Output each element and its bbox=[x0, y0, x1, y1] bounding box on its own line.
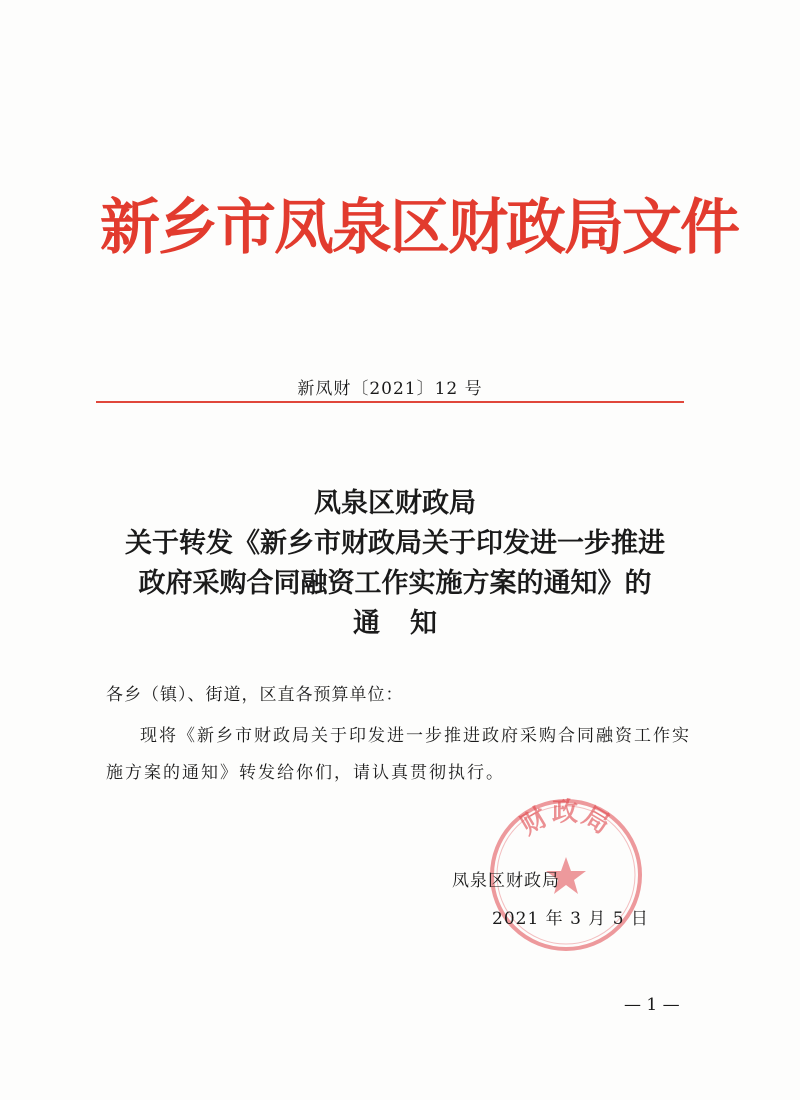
title-line-3: 政府采购合同融资工作实施方案的通知》的 bbox=[138, 568, 652, 599]
document-number: 新凤财〔2021〕12 号 bbox=[297, 379, 483, 399]
salutation: 各乡（镇）、街道，区直各预算单位： bbox=[106, 685, 404, 705]
body-paragraph: 现将《新乡市财政局关于印发进一步推进政府采购合同融资工作实施方案的通知》转发给你们，请认真贯彻执行。 bbox=[106, 726, 691, 783]
body-text bbox=[106, 718, 698, 792]
title-line-2: 关于转发《新乡市财政局关于印发进一步推进 bbox=[125, 528, 665, 559]
document-title bbox=[90, 484, 700, 644]
seal-text: 财政局 bbox=[515, 797, 617, 842]
title-line-4: 通知 bbox=[353, 608, 467, 639]
signature-organization: 凤泉区财政局 bbox=[452, 871, 560, 891]
page-number: — 1 — bbox=[624, 995, 680, 1015]
signature-date: 2021 年 3 月 5 日 bbox=[492, 909, 649, 929]
title-line-1: 凤泉区财政局 bbox=[314, 488, 476, 519]
red-divider-line bbox=[96, 401, 684, 403]
svg-text:财政局 bbox=[516, 798, 617, 842]
masthead-title: 新乡市凤泉区财政局文件 bbox=[100, 193, 738, 263]
